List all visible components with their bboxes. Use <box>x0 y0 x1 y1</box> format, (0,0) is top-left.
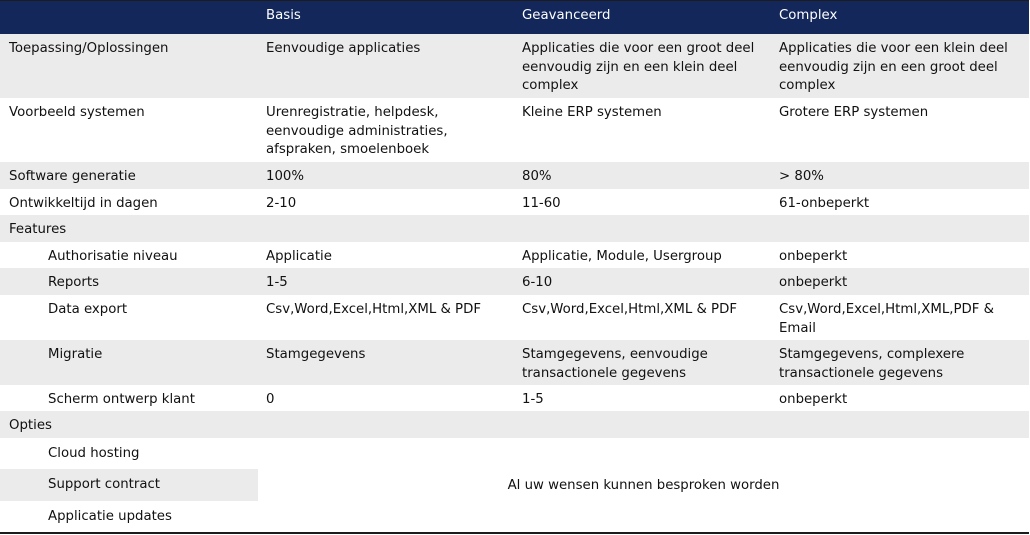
cell-complex: > 80% <box>779 169 824 184</box>
row-label: Voorbeeld systemen <box>9 105 145 120</box>
table-row-data-export <box>0 295 1029 340</box>
table-row-software-generatie <box>0 162 1029 189</box>
table-row-scherm-ontwerp <box>0 385 1029 411</box>
table-header-row <box>0 1 1029 34</box>
cell-geavanceerd: 80% <box>522 169 552 184</box>
section-label: Features <box>9 222 67 237</box>
header-basis: Basis <box>266 8 301 23</box>
row-label: Scherm ontwerp klant <box>48 392 195 407</box>
cell-geavanceerd: Applicaties die voor een groot deel eenvoudig zijn en een klein deel complex <box>522 41 755 93</box>
cell-complex: Stamgegevens, complexere transactionele gegevens <box>779 347 965 381</box>
cell-geavanceerd: Kleine ERP systemen <box>522 105 662 120</box>
cell-basis: 0 <box>266 392 275 407</box>
header-empty-cell <box>9 1 257 7</box>
cell-basis: 1-5 <box>266 275 288 290</box>
cell-complex: onbeperkt <box>779 392 848 407</box>
cell-geavanceerd: Applicatie, Module, Usergroup <box>522 249 722 264</box>
cell-complex: Applicaties die voor een klein deel eenvoudig zijn en een groot deel complex <box>779 41 1008 93</box>
cell-geavanceerd: 6-10 <box>522 275 553 290</box>
cell-complex: Csv,Word,Excel,Html,XML,PDF & Email <box>779 302 994 336</box>
section-label: Opties <box>9 418 52 433</box>
row-label: Support contract <box>48 477 161 492</box>
cell-complex: onbeperkt <box>779 249 848 264</box>
cell-basis: 2-10 <box>266 196 297 211</box>
table-row-authorisatie <box>0 242 1029 268</box>
table-row-toepassing <box>0 34 1029 98</box>
row-label: Ontwikkeltijd in dagen <box>9 196 158 211</box>
cell-basis: Eenvoudige applicaties <box>266 41 421 56</box>
table-section-features <box>0 215 1029 242</box>
cell-complex: Grotere ERP systemen <box>779 105 929 120</box>
row-label: Cloud hosting <box>48 446 140 461</box>
header-complex: Complex <box>779 8 838 23</box>
row-label: Authorisatie niveau <box>48 249 178 264</box>
cell-complex: onbeperkt <box>779 275 848 290</box>
row-label: Toepassing/Oplossingen <box>9 41 169 56</box>
cell-basis: Csv,Word,Excel,Html,XML & PDF <box>266 302 481 317</box>
cell-basis: 100% <box>266 169 305 184</box>
header-geavanceerd: Geavanceerd <box>522 8 611 23</box>
options-merged-cell <box>258 438 1029 532</box>
table-section-opties <box>0 411 1029 438</box>
row-label: Reports <box>48 275 100 290</box>
row-label: Applicatie updates <box>48 509 172 524</box>
cell-geavanceerd: 11-60 <box>522 196 561 211</box>
cell-basis: Applicatie <box>266 249 332 264</box>
table-row-voorbeeld <box>0 98 1029 162</box>
cell-geavanceerd: Stamgegevens, eenvoudige transactionele gegevens <box>522 347 708 381</box>
cell-basis: Stamgegevens <box>266 347 366 362</box>
table-row-migratie <box>0 340 1029 385</box>
table-row-ontwikkeltijd <box>0 189 1029 215</box>
row-label: Software generatie <box>9 169 136 184</box>
row-label: Migratie <box>48 347 103 362</box>
table-row-reports <box>0 268 1029 295</box>
cell-complex: 61-onbeperkt <box>779 196 870 211</box>
cell-basis: Urenregistratie, helpdesk, eenvoudige administraties, afspraken, smoelenboek <box>266 105 448 157</box>
cell-geavanceerd: Csv,Word,Excel,Html,XML & PDF <box>522 302 737 317</box>
cell-geavanceerd: 1-5 <box>522 392 544 407</box>
row-label: Data export <box>48 302 128 317</box>
options-note: Al uw wensen kunnen besproken worden <box>507 478 780 493</box>
